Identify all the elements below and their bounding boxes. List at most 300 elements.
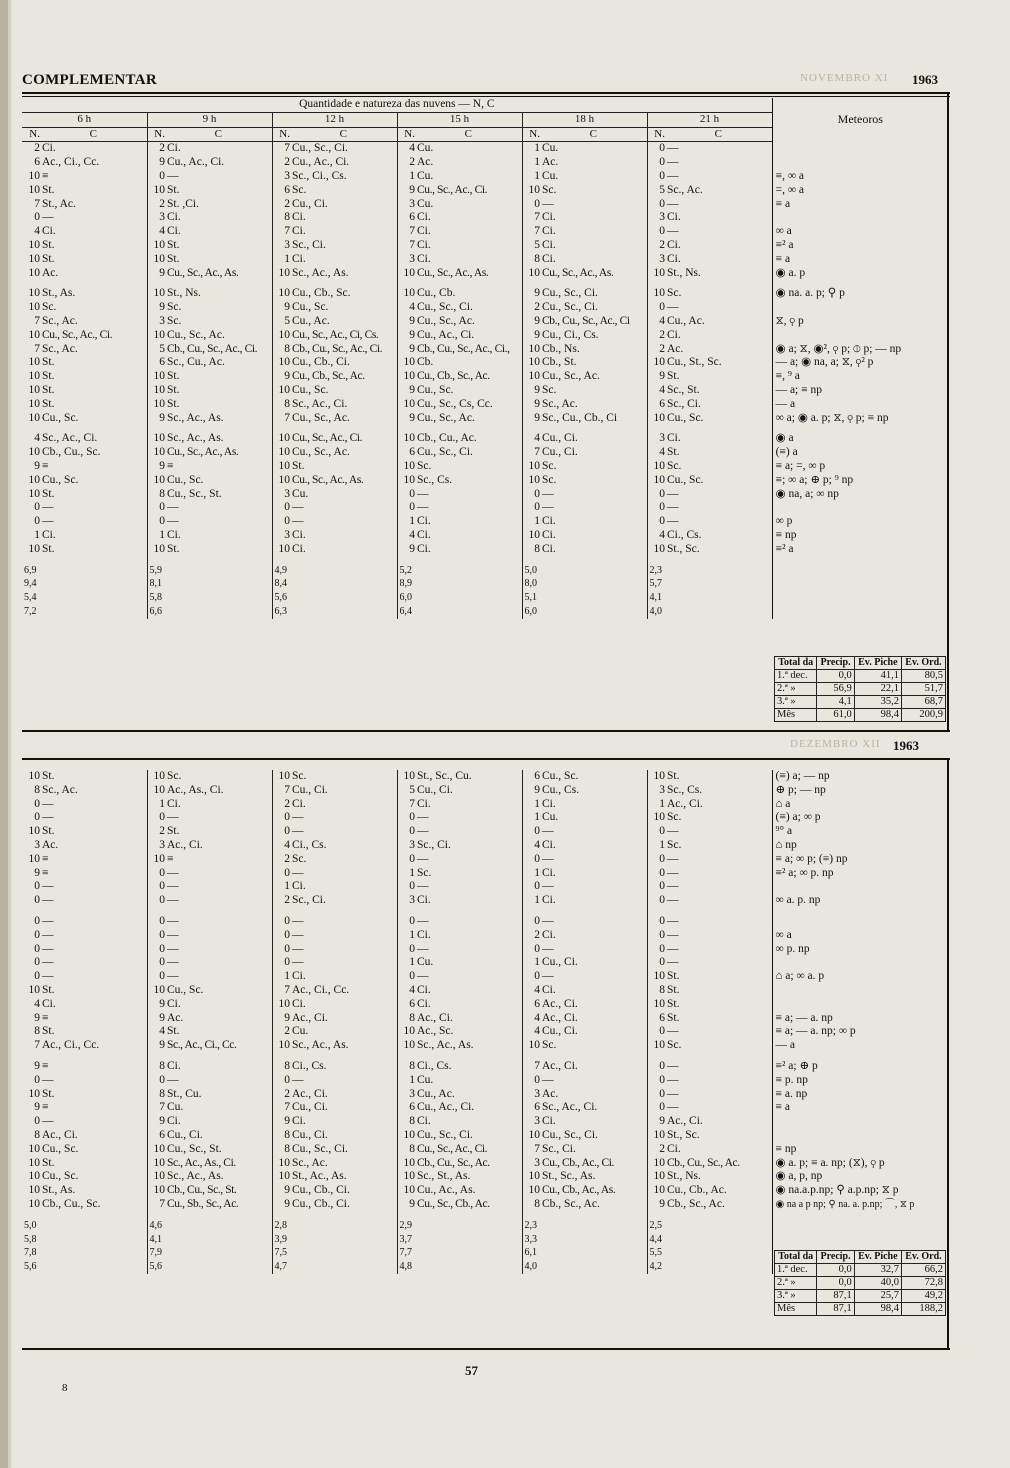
- spacer-cell: [397, 557, 416, 564]
- table-row: [22, 853, 948, 867]
- cloud-amount: 0: [147, 170, 166, 184]
- cloud-type: —: [167, 866, 179, 879]
- cloud-amount: 6: [647, 398, 666, 412]
- cloud-amount: 10: [397, 1039, 416, 1053]
- cloud-type: Sc., Ac.: [292, 1156, 328, 1169]
- cloud-amount: 1: [397, 515, 416, 529]
- cloud-type: ≡: [42, 169, 49, 182]
- cloud-type: Cu., Cb., Ac., Ci.: [542, 1156, 615, 1169]
- cloud-type: St.: [42, 487, 55, 500]
- cloud-amount: 0: [647, 1088, 666, 1102]
- table-row: [22, 880, 948, 894]
- mean-spacer: [416, 1260, 522, 1274]
- mean-spacer: [666, 577, 772, 591]
- table-row: [22, 839, 948, 853]
- cloud-amount: 6: [34, 156, 40, 169]
- cloud-type: —: [167, 914, 179, 927]
- totals-header: Total da: [775, 657, 817, 670]
- col-n-header: N.: [647, 127, 666, 142]
- meteoros-cell: [772, 156, 948, 170]
- cloud-amount: 0: [34, 928, 40, 941]
- table-row: [22, 956, 948, 970]
- cloud-type: Cu., Sc., Ci.: [417, 1128, 473, 1141]
- mean-value: 4,8: [397, 1260, 416, 1274]
- cloud-amount: 3: [522, 1115, 541, 1129]
- cloud-type: St., Ns.: [167, 287, 201, 300]
- table-row: [22, 998, 948, 1012]
- spacer-cell: [272, 908, 291, 915]
- cloud-amount: 9: [147, 1115, 166, 1129]
- cloud-type: Sc.: [167, 301, 182, 314]
- cloud-amount: 8: [397, 1012, 416, 1026]
- cloud-type: Ac.: [542, 1087, 559, 1100]
- cloud-amount: 0: [272, 1074, 291, 1088]
- cloud-type: Cu., Sc., Ac., Ci.: [417, 1142, 488, 1155]
- cloud-type: St.: [42, 1025, 55, 1038]
- cloud-type: Ci.: [667, 211, 681, 224]
- cloud-amount: 5: [272, 315, 291, 329]
- spacer-cell: [416, 557, 522, 564]
- cloud-amount: 10: [397, 474, 416, 488]
- cloud-type: Cu., Sc., Ci.: [417, 446, 473, 459]
- cloud-amount: 3: [397, 839, 416, 853]
- totals-value: 22,1: [854, 683, 901, 696]
- meteoros-spacer: [772, 564, 948, 578]
- cloud-amount: 8: [34, 783, 40, 796]
- mean-value: 7,9: [147, 1246, 166, 1260]
- cloud-type: Cu., Ac.: [292, 314, 330, 327]
- cloud-amount: 0: [397, 501, 416, 515]
- cloud-type: Cb., Ns.: [542, 342, 580, 355]
- cloud-type: St.: [667, 983, 680, 996]
- cloud-amount: 1: [522, 956, 541, 970]
- cloud-type: —: [417, 487, 429, 500]
- cloud-amount: 3: [34, 838, 40, 851]
- table-row: [22, 384, 948, 398]
- cloud-amount: 10: [28, 770, 40, 782]
- mean-spacer: [291, 1260, 397, 1274]
- cloud-type: —: [417, 880, 429, 893]
- meteoros-cell: [772, 998, 948, 1012]
- cloud-type: St., Sc., Cu.: [417, 770, 472, 782]
- cloud-type: Ci.: [167, 997, 181, 1010]
- cloud-type: Sc., Ac., As.: [167, 411, 224, 424]
- cloud-amount: 0: [522, 970, 541, 984]
- cloud-amount: 9: [272, 370, 291, 384]
- cloud-amount: 10: [397, 432, 416, 446]
- cloud-amount: 8: [272, 1143, 291, 1157]
- table-row: [22, 1012, 948, 1026]
- cloud-amount: 10: [147, 253, 166, 267]
- spacer-row: [22, 280, 948, 287]
- cloud-type: Sc.: [292, 183, 307, 196]
- cloud-type: Ci.: [417, 542, 431, 555]
- cloud-amount: 1: [522, 894, 541, 908]
- meteoros-cell: ∞ p: [772, 515, 948, 529]
- cloud-type: —: [667, 225, 679, 238]
- cloud-type: Ci.: [417, 894, 431, 907]
- cloud-type: Ac.: [417, 156, 434, 169]
- cloud-amount: 0: [147, 956, 166, 970]
- mean-spacer: [166, 591, 272, 605]
- cloud-type: Cu.: [292, 1025, 309, 1038]
- cloud-type: Sc., Ci.: [667, 397, 701, 410]
- mean-spacer: [541, 1260, 647, 1274]
- cloud-amount: 5: [397, 784, 416, 798]
- spacer-cell: [416, 1212, 522, 1219]
- cloud-amount: 0: [397, 853, 416, 867]
- meteoros-cell: — a; ◉ na, a; ⧖, ⚲² p: [772, 356, 948, 370]
- table-row: [22, 488, 948, 502]
- table-row: [22, 915, 948, 929]
- meteoros-cell: ≡, ∞ a: [772, 170, 948, 184]
- cloud-amount: 3: [272, 170, 291, 184]
- cloud-amount: 0: [522, 853, 541, 867]
- cloud-type: Ci.: [542, 515, 556, 528]
- mean-value: 5,6: [24, 1261, 37, 1273]
- table-row: [22, 446, 948, 460]
- cloud-amount: 0: [34, 894, 40, 907]
- meteoros-cell: ◉ na, a; ∞ np: [772, 488, 948, 502]
- cloud-type: Ci.: [542, 894, 556, 907]
- mean-spacer: [416, 564, 522, 578]
- mean-value: 2,5: [647, 1219, 666, 1233]
- totals-row: [775, 1277, 946, 1290]
- cloud-amount: 1: [34, 528, 40, 541]
- totals-row: [775, 670, 946, 683]
- cloud-type: Cu., Sc.: [42, 411, 79, 424]
- cloud-type: —: [292, 866, 304, 879]
- meteoros-cell: ◉ a. p: [772, 267, 948, 281]
- totals-header: Precip.: [817, 657, 854, 670]
- cloud-amount: 0: [522, 825, 541, 839]
- bleed-through-top: NOVEMBRO XI: [800, 72, 889, 84]
- meteoros-cell: [772, 880, 948, 894]
- hour-header: 6 h: [22, 112, 147, 127]
- cloud-amount: 0: [34, 1073, 40, 1086]
- cloud-amount: 7: [522, 1060, 541, 1074]
- mean-spacer: [666, 591, 772, 605]
- cloud-amount: 8: [147, 1060, 166, 1074]
- cloud-type: —: [417, 942, 429, 955]
- mean-spacer: [541, 605, 647, 619]
- cloud-amount: 9: [272, 1115, 291, 1129]
- cloud-amount: 6: [647, 1012, 666, 1026]
- totals-value: 66,2: [901, 1264, 945, 1277]
- cloud-amount: 10: [397, 1184, 416, 1198]
- spacer-cell: [22, 1053, 41, 1060]
- cloud-amount: 4: [397, 529, 416, 543]
- cloud-amount: 10: [28, 252, 40, 265]
- cloud-amount: 10: [647, 356, 666, 370]
- spacer-cell: [772, 280, 948, 287]
- table-row: [22, 943, 948, 957]
- cloud-amount: 2: [147, 142, 166, 156]
- cloud-amount: 1: [522, 170, 541, 184]
- cloud-amount: 9: [522, 398, 541, 412]
- cloud-amount: 0: [647, 1060, 666, 1074]
- cloud-amount: 8: [272, 398, 291, 412]
- spacer-cell: [522, 908, 541, 915]
- col-c-header: C: [666, 127, 772, 142]
- cloud-type: Cu., Sc., Ci.: [417, 301, 473, 314]
- meteoros-cell: [772, 1115, 948, 1129]
- cloud-amount: 10: [147, 370, 166, 384]
- cloud-amount: 5: [522, 239, 541, 253]
- meteoros-cell: ≡ a: [772, 1101, 948, 1115]
- hour-header: 18 h: [522, 112, 647, 127]
- cloud-amount: 9: [147, 1012, 166, 1026]
- cloud-type: Cu., Ac.: [667, 314, 705, 327]
- cloud-amount: 0: [522, 198, 541, 212]
- mean-spacer: [541, 1219, 647, 1233]
- cloud-amount: 10: [272, 446, 291, 460]
- cloud-amount: 1: [522, 142, 541, 156]
- spacer-cell: [541, 557, 647, 564]
- spacer-cell: [522, 280, 541, 287]
- totals-value: 0,0: [817, 1277, 854, 1290]
- cloud-amount: 7: [272, 225, 291, 239]
- totals-value: 80,5: [901, 670, 945, 683]
- cloud-amount: 0: [647, 1025, 666, 1039]
- cloud-type: Sc., Ci.: [542, 1142, 576, 1155]
- cloud-type: —: [42, 970, 54, 983]
- meteoros-cell: [772, 329, 948, 343]
- cloud-amount: 10: [28, 487, 40, 500]
- totals-value: 32,7: [854, 1264, 901, 1277]
- cloud-amount: 1: [147, 798, 166, 812]
- meteoros-cell: ≡ p. np: [772, 1074, 948, 1088]
- cloud-amount: 0: [34, 1115, 40, 1128]
- mean-value: 6,1: [522, 1246, 541, 1260]
- meteoros-cell: ◉ a: [772, 432, 948, 446]
- cloud-type: St.: [42, 356, 55, 369]
- cloud-type: —: [42, 880, 54, 893]
- table-row: [22, 184, 948, 198]
- col-n-header: N.: [147, 127, 166, 142]
- table-row: [22, 460, 948, 474]
- cloud-type: Cu., Ci.: [542, 432, 578, 445]
- cloud-type: Cu., Sc., Ac., As.: [167, 266, 239, 279]
- cloud-amount: 6: [397, 1101, 416, 1115]
- cloud-amount: 8: [272, 1060, 291, 1074]
- cloud-amount: 10: [28, 266, 40, 279]
- cloud-amount: 10: [28, 370, 40, 383]
- cloud-type: Cu.: [542, 169, 559, 182]
- spacer-cell: [291, 1212, 397, 1219]
- cloud-type: Cu., Ac.: [417, 1087, 455, 1100]
- totals-value: 0,0: [817, 1264, 854, 1277]
- cloud-amount: 2: [272, 1025, 291, 1039]
- mean-value: 5,9: [147, 564, 166, 578]
- spacer-cell: [666, 1053, 772, 1060]
- cloud-type: St.: [42, 770, 55, 782]
- mean-spacer: [541, 577, 647, 591]
- cloud-amount: 3: [147, 315, 166, 329]
- cloud-amount: 10: [397, 770, 416, 784]
- cloud-type: St.: [667, 1011, 680, 1024]
- cloud-type: Cb., Cu., Sc., Ac.: [667, 1156, 740, 1169]
- cloud-type: Sc.: [292, 770, 307, 782]
- cloud-amount: 0: [34, 942, 40, 955]
- cloud-amount: 0: [647, 156, 666, 170]
- cloud-type: —: [42, 1073, 54, 1086]
- cloud-type: Cu., Cb., Ci.: [292, 1184, 350, 1197]
- cloud-type: Cu.: [292, 487, 309, 500]
- cloud-type: —: [667, 1073, 679, 1086]
- col-n-header: N.: [522, 127, 541, 142]
- cloud-type: Sc., Ci.: [292, 238, 326, 251]
- cloud-type: Cu., Ci.: [292, 1128, 328, 1141]
- cloud-type: Ci.: [292, 528, 306, 541]
- cloud-amount: 10: [28, 1142, 40, 1155]
- cloud-amount: 10: [147, 784, 166, 798]
- table-caption: Quantidade e natureza das nuvens — N, C: [22, 98, 772, 112]
- table-row: [22, 515, 948, 529]
- cloud-type: Sc., Ac.: [42, 314, 78, 327]
- spacer-cell: [397, 1053, 416, 1060]
- cloud-amount: 4: [147, 225, 166, 239]
- cloud-amount: 0: [34, 970, 40, 983]
- cloud-type: Cu.: [542, 142, 559, 155]
- meteoros-cell: (≡) a; — np: [772, 770, 948, 784]
- cloud-amount: 10: [147, 329, 166, 343]
- cloud-type: Cu., Cb., Ci.: [292, 356, 350, 369]
- table-row: [22, 1157, 948, 1171]
- cloud-type: Ci.: [417, 1115, 431, 1128]
- cloud-type: —: [417, 811, 429, 824]
- cloud-amount: 0: [647, 488, 666, 502]
- meteoros-cell: [772, 501, 948, 515]
- hour-header: 9 h: [147, 112, 272, 127]
- meteoros-cell: ≡ np: [772, 1143, 948, 1157]
- cloud-type: St.: [167, 183, 180, 196]
- cloud-type: —: [167, 169, 179, 182]
- totals-row: [775, 709, 946, 722]
- cloud-type: Ci.: [417, 238, 431, 251]
- cloud-amount: 8: [522, 1198, 541, 1212]
- cloud-type: St.: [42, 397, 55, 410]
- cloud-amount: 2: [272, 894, 291, 908]
- spacer-cell: [291, 280, 397, 287]
- spacer-cell: [41, 1212, 147, 1219]
- mean-spacer: [291, 1246, 397, 1260]
- cloud-type: —: [542, 825, 554, 838]
- cloud-type: Sc., Ac., Ci.: [42, 432, 98, 445]
- mean-value: 4,4: [647, 1233, 666, 1247]
- cloud-type: —: [542, 1073, 554, 1086]
- cloud-type: Sc., Ci., Cs.: [292, 169, 347, 182]
- cloud-amount: 4: [647, 446, 666, 460]
- cloud-amount: 10: [522, 356, 541, 370]
- cloud-type: Ci.: [667, 328, 681, 341]
- cloud-amount: 2: [147, 825, 166, 839]
- cloud-amount: 0: [647, 515, 666, 529]
- cloud-amount: 0: [34, 880, 40, 893]
- spacer-row: [22, 1212, 948, 1219]
- table-row: [22, 301, 948, 315]
- cloud-amount: 0: [272, 956, 291, 970]
- cloud-type: —: [167, 956, 179, 969]
- cloud-type: —: [167, 894, 179, 907]
- cloud-type: Ci.: [542, 238, 556, 251]
- cloud-type: Ci.: [667, 1142, 681, 1155]
- cloud-type: Sc., Cs.: [417, 473, 453, 486]
- cloud-amount: 0: [647, 943, 666, 957]
- table-row: [22, 198, 948, 212]
- cloud-type: Ac., Ci.: [292, 1087, 328, 1100]
- cloud-type: Ci.: [542, 928, 556, 941]
- cloud-type: Ci.: [542, 211, 556, 224]
- cloud-type: Sc., Ac.: [42, 342, 78, 355]
- cloud-amount: 0: [34, 211, 40, 224]
- mean-spacer: [416, 605, 522, 619]
- table-row: [22, 1198, 948, 1212]
- cloud-type: Ci.: [542, 1115, 556, 1128]
- cloud-amount: 0: [522, 488, 541, 502]
- meteoros-cell: ∞ a; ◉ a. p; ⧖, ⚲ p; ≡ np: [772, 412, 948, 426]
- cloud-type: St.: [667, 770, 680, 782]
- cloud-amount: 6: [147, 1129, 166, 1143]
- cloud-type: Cb., Cu., Sc., Ac., Ci.: [292, 342, 383, 355]
- meteoros-cell: ◉ na. a. p; ⚲ p: [772, 287, 948, 301]
- cloud-amount: 7: [522, 1143, 541, 1157]
- cloud-type: Ci.: [667, 252, 681, 265]
- cloud-amount: 2: [272, 798, 291, 812]
- mean-spacer: [41, 564, 147, 578]
- cloud-amount: 4: [522, 839, 541, 853]
- cloud-type: Ci.: [292, 797, 306, 810]
- cloud-amount: 10: [522, 1184, 541, 1198]
- cloud-amount: 0: [147, 501, 166, 515]
- col-c-header: C: [166, 127, 272, 142]
- frame-dec-top-rule: [22, 758, 950, 760]
- cloud-type: St.: [167, 397, 180, 410]
- cloud-type: Cu.: [417, 956, 434, 969]
- spacer-cell: [647, 1212, 666, 1219]
- mean-row: [22, 564, 948, 578]
- cloud-type: —: [542, 914, 554, 927]
- cloud-amount: 3: [647, 211, 666, 225]
- mean-spacer: [666, 564, 772, 578]
- mean-spacer: [166, 1219, 272, 1233]
- mean-row: [22, 1219, 948, 1233]
- spacer-row: [22, 908, 948, 915]
- table-row: [22, 287, 948, 301]
- spacer-cell: [647, 557, 666, 564]
- cloud-type: St.: [167, 238, 180, 251]
- cloud-type: Ci.: [542, 838, 556, 851]
- cloud-type: Cu., Cb., Sc., Ac.: [292, 370, 365, 383]
- cloud-type: Cu., Cb.: [417, 287, 456, 300]
- cloud-type: Ci.: [542, 252, 556, 265]
- spacer-cell: [166, 908, 272, 915]
- cloud-type: —: [42, 942, 54, 955]
- meteoros-spacer: [772, 591, 948, 605]
- cloud-amount: 0: [34, 811, 40, 824]
- cloud-amount: 10: [147, 543, 166, 557]
- cloud-amount: 10: [147, 474, 166, 488]
- cloud-type: Sc., Ac., As.: [292, 266, 349, 279]
- cloud-type: Sc.: [542, 1039, 557, 1052]
- cloud-type: Cu., Ac., Ci.: [417, 328, 475, 341]
- cloud-type: Ac., Ci.: [167, 838, 203, 851]
- mean-spacer: [41, 1233, 147, 1247]
- cloud-type: Cb.: [417, 356, 434, 369]
- cloud-amount: 0: [647, 894, 666, 908]
- mean-value: 7,5: [272, 1246, 291, 1260]
- meteoros-cell: ≡² a: [772, 239, 948, 253]
